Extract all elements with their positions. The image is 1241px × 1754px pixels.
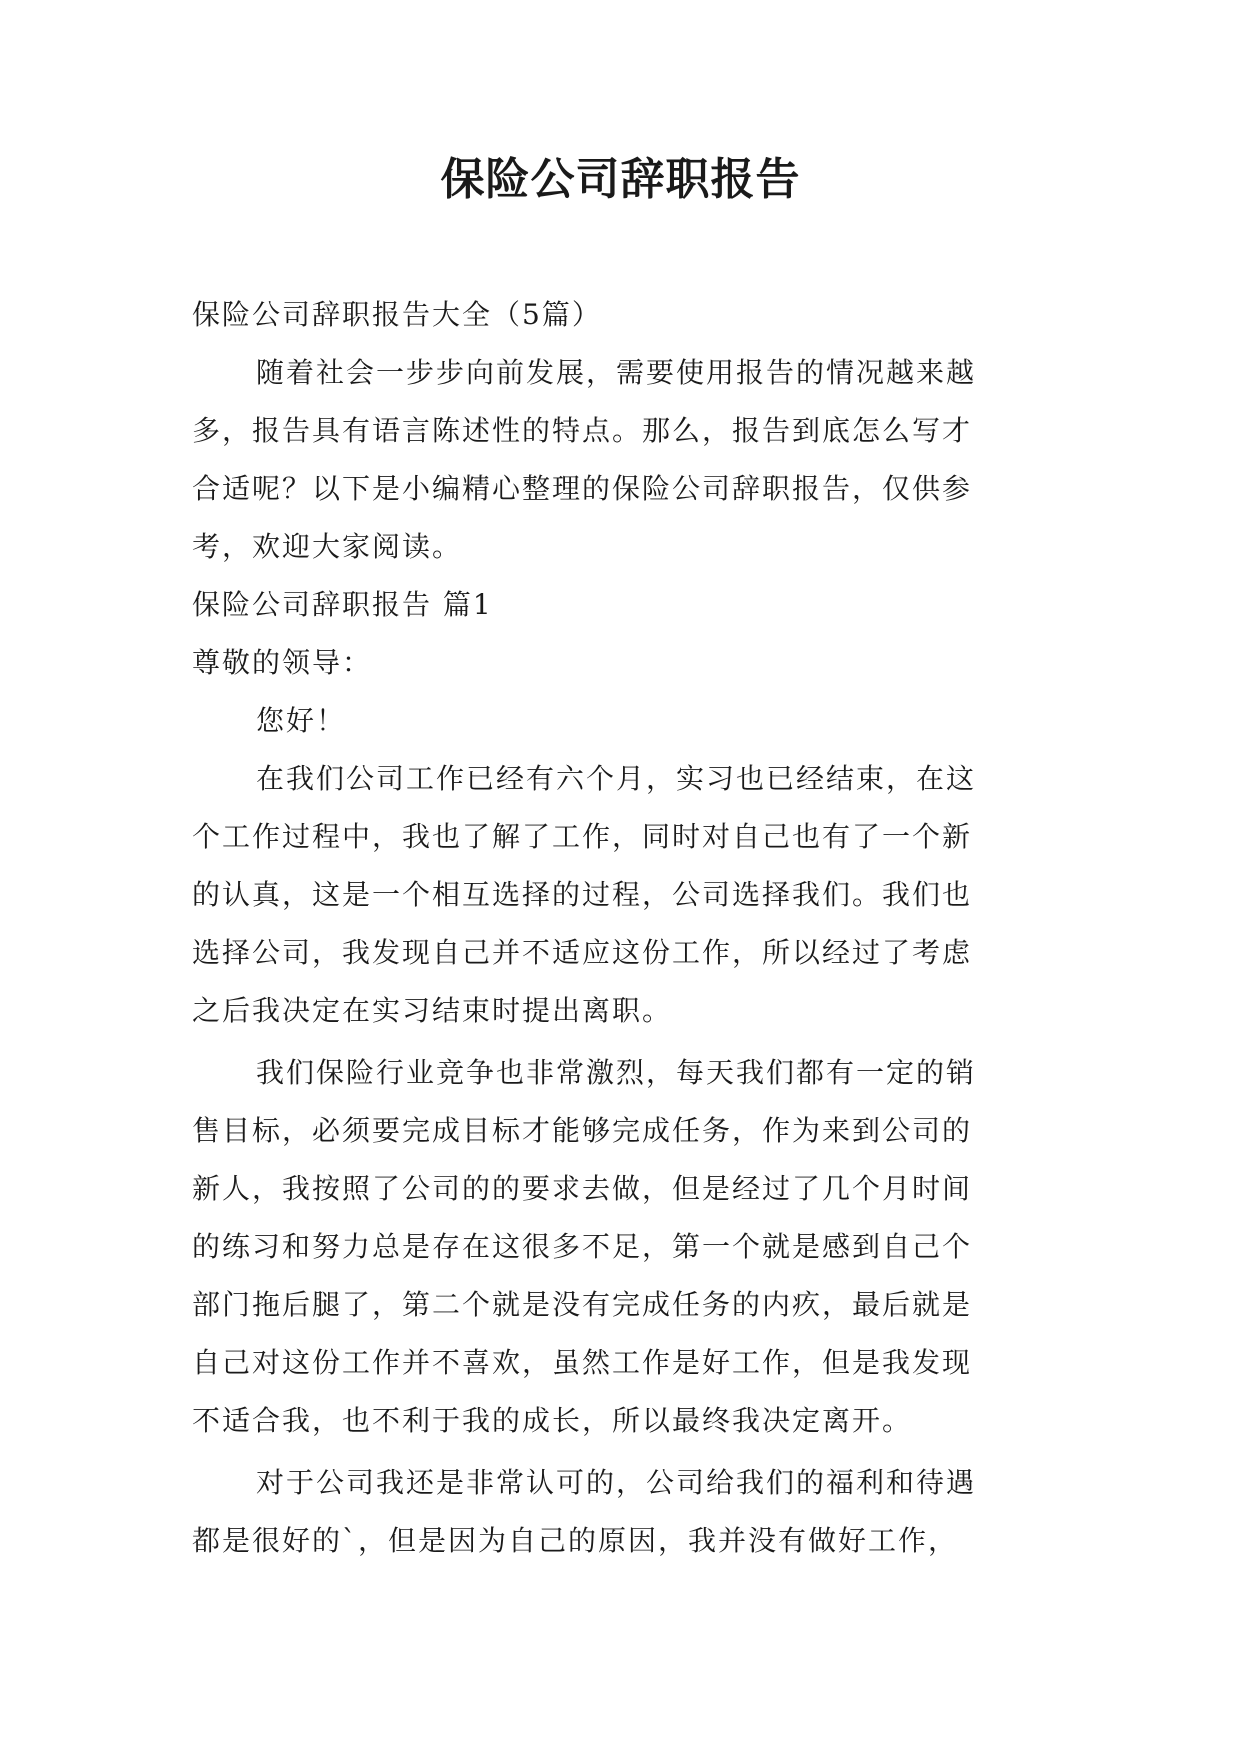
text-line: 的练习和努力总是存在这很多不足，第一个就是感到自己个 [192, 1230, 973, 1263]
text-line: 新人，我按照了公司的的要求去做，但是经过了几个月时间 [192, 1172, 973, 1205]
text-line: 个工作过程中，我也了解了工作，同时对自己也有了一个新 [192, 820, 973, 853]
text-line: 自己对这份工作并不喜欢，虽然工作是好工作，但是我发现 [192, 1346, 973, 1379]
text-line: 选择公司，我发现自己并不适应这份工作，所以经过了考虑 [192, 936, 973, 969]
section-heading: 保险公司辞职报告 篇1 [192, 588, 493, 621]
text-line: 合适呢？以下是小编精心整理的保险公司辞职报告，仅供参 [192, 472, 973, 505]
text-line: 在我们公司工作已经有六个月，实习也已经结束，在这 [256, 762, 977, 795]
document-body [192, 286, 1054, 1570]
text-line: 保险公司辞职报告大全（5篇） [192, 298, 602, 331]
text-line: 多，报告具有语言陈述性的特点。那么，报告到底怎么写才 [192, 414, 973, 447]
text-line: 我们保险行业竞争也非常激烈，每天我们都有一定的销 [256, 1056, 977, 1089]
text-line: 对于公司我还是非常认可的，公司给我们的福利和待遇 [256, 1466, 977, 1499]
document-title: 保险公司辞职报告 [440, 154, 801, 205]
text-line: 随着社会一步步向前发展，需要使用报告的情况越来越 [256, 356, 977, 389]
text-line: 不适合我，也不利于我的成长，所以最终我决定离开。 [192, 1404, 913, 1437]
text-line: 都是很好的`，但是因为自己的原因，我并没有做好工作， [192, 1524, 959, 1557]
text-line: 部门拖后腿了，第二个就是没有完成任务的内疚，最后就是 [192, 1288, 973, 1321]
text-line: 售目标，必须要完成目标才能够完成任务，作为来到公司的 [192, 1114, 973, 1147]
greeting: 您好！ [256, 704, 347, 737]
text-line: 之后我决定在实习结束时提出离职。 [192, 994, 673, 1027]
salutation: 尊敬的领导： [192, 646, 373, 679]
text-line: 考，欢迎大家阅读。 [192, 530, 463, 563]
text-line: 的认真，这是一个相互选择的过程，公司选择我们。我们也 [192, 878, 973, 911]
